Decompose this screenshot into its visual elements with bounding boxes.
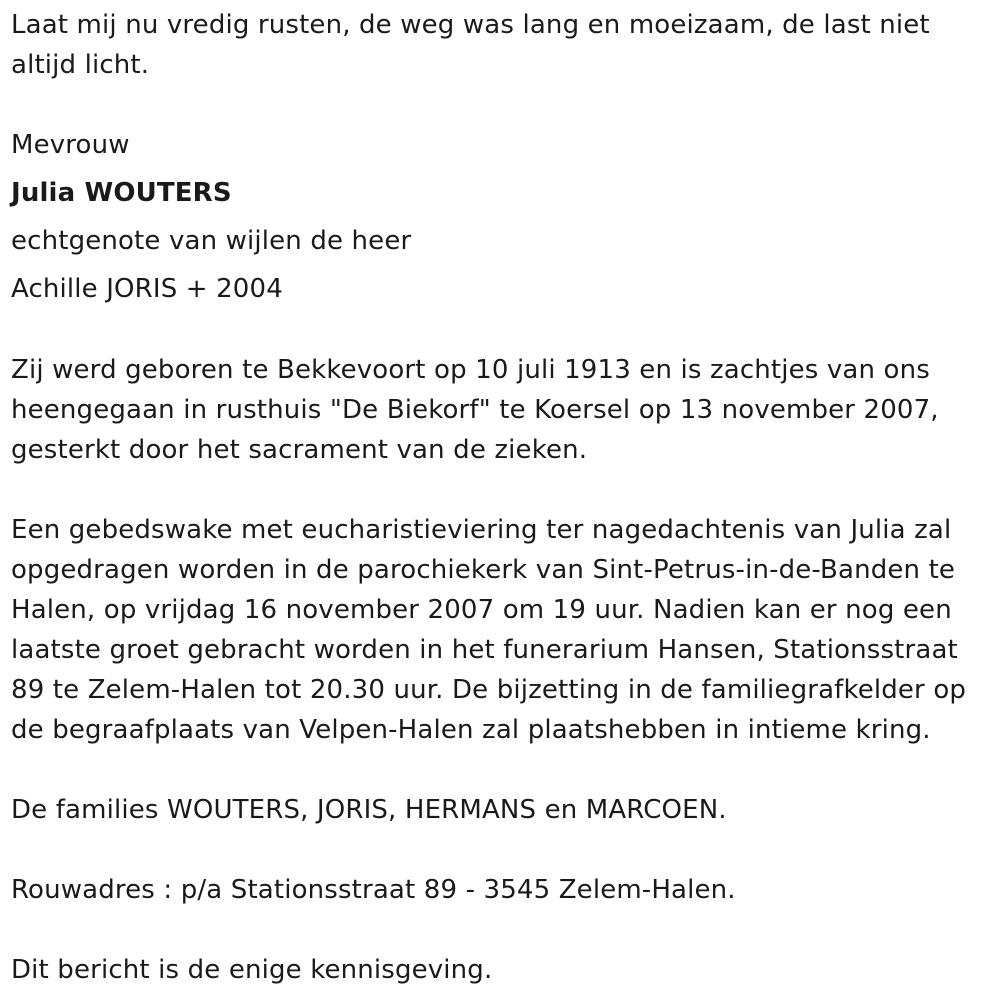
paragraph-line: Zij werd geboren te Bekkevoort op 10 juli 1913 en is zachtjes van ons [11,355,930,385]
paragraph-line: Een gebedswake met eucharistieviering ter nagedachtenis van Julia zal [11,515,952,545]
families-line: De families WOUTERS, JORIS, HERMANS en MARCOEN. [11,795,727,825]
ceremony-paragraph [11,510,991,750]
paragraph-line: gesterkt door het sacrament van de zieken. [11,435,588,465]
quote-line: Laat mij nu vredig rusten, de weg was lang en moeizaam, de last niet [11,10,930,40]
spouse-name: Achille JORIS + 2004 [11,274,283,304]
paragraph-line: laatste groet gebracht worden in het funerarium Hansen, Stationsstraat [11,635,958,665]
deceased-name: Julia WOUTERS [11,178,232,208]
paragraph-line: 89 te Zelem-Halen tot 20.30 uur. De bijzetting in de familiegrafkelder op [11,675,967,705]
birth-death-paragraph [11,350,986,470]
honorific-title: Mevrouw [11,130,130,160]
paragraph-line: de begraafplaats van Velpen-Halen zal plaatshebben in intieme kring. [11,715,931,745]
paragraph-line: Halen, op vrijdag 16 november 2007 om 19 uur. Nadien kan er nog een [11,595,952,625]
opening-quote [11,5,986,85]
mourning-address: Rouwadres : p/a Stationsstraat 89 - 3545 Zelem-Halen. [11,875,736,905]
paragraph-line: heengegaan in rusthuis "De Biekorf" te Koersel op 13 november 2007, [11,395,939,425]
paragraph-line: opgedragen worden in de parochiekerk van Sint-Petrus-in-de-Banden te [11,555,956,585]
notice-statement: Dit bericht is de enige kennisgeving. [11,955,493,985]
spouse-relation: echtgenote van wijlen de heer [11,226,412,256]
quote-line: altijd licht. [11,50,150,80]
